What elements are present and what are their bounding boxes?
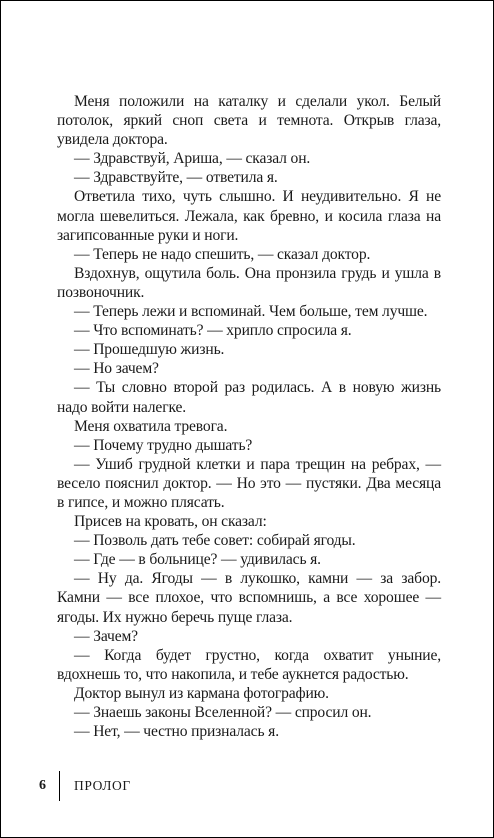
body-text (57, 92, 441, 741)
paragraph: — Здравствуйте, — ответила я. (74, 169, 278, 187)
paragraph: — Зачем? (74, 627, 138, 645)
paragraph: Меня положили на каталку и сделали укол. Белый потолок, яркий сноп света и темнота. Открыв глаза, увидела доктора. (57, 93, 441, 149)
paragraph: Меня охватила тревога. (74, 417, 228, 435)
paragraph: — Нет, — честно призналась я. (74, 723, 279, 741)
page-footer (39, 771, 131, 801)
paragraph: — Ты словно второй раз родилась. А в новую жизнь надо войти налегке. (57, 379, 441, 416)
paragraph: — Теперь лежи и вспоминай. Чем больше, тем лучше. (74, 303, 428, 321)
paragraph: — Почему трудно дышать? (74, 436, 253, 454)
running-head: ПРОЛОГ (74, 778, 131, 793)
paragraph: — Здравствуй, Ариша, — сказал он. (74, 150, 311, 168)
paragraph: — Прошедшую жизнь. (74, 341, 225, 359)
paragraph: — Знаешь законы Вселенной? — спросил он. (74, 704, 372, 721)
page-number: 6 (39, 778, 46, 793)
paragraph: — Где — в больнице? — удивилась я. (74, 551, 321, 569)
paragraph: — Ну да. Ягоды — в лукошко, камни — за забор. Камни — все плохое, что вспомнишь, а все хорошее — ягоды. Их нужно беречь пуще глаза. (57, 570, 441, 626)
paragraph: — Теперь не надо спешить, — сказал доктор. (74, 245, 371, 263)
paragraph: — Позволь дать тебе совет: собирай ягоды. (74, 532, 356, 550)
paragraph: Ответила тихо, чуть слышно. И неудивительно. Я не могла шевелиться. Лежала, как бревно, и косила глаза на загипсованные руки и ноги. (57, 188, 441, 244)
paragraph: — Когда будет грустно, когда охватит уныние, вдохнешь то, что накопила, и тебе аукнется радостью. (57, 646, 441, 683)
paragraph: Доктор вынул из кармана фотографию. (74, 684, 329, 702)
paragraph: Вздохнув, ощутила боль. Она пронзила грудь и ушла в позвоночник. (57, 264, 441, 301)
paragraph: — Что вспоминать? — хрипло спросила я. (74, 322, 352, 340)
paragraph: Присев на кровать, он сказал: (74, 513, 267, 531)
paragraph: — Ушиб грудной клетки и пара трещин на ребрах, — весело пояснил доктор. — Но это — пустяки. Два месяца в гипсе, и можно плясать. (57, 455, 441, 511)
footer-divider (59, 771, 60, 801)
paragraph: — Но зачем? (74, 360, 159, 378)
